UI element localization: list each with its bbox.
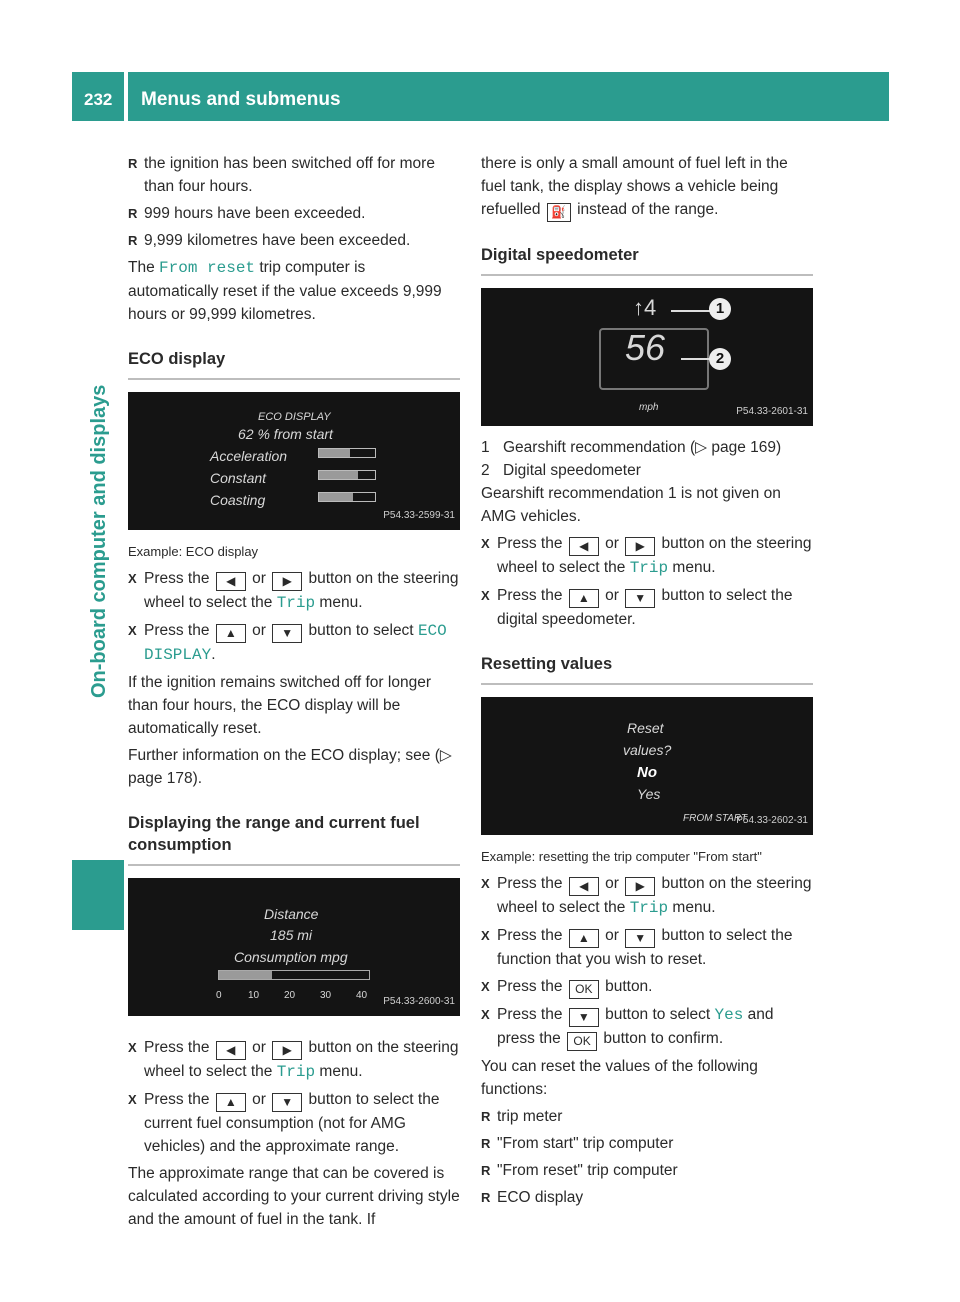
text: Press the bbox=[497, 978, 567, 995]
reset-heading: Resetting values bbox=[481, 653, 813, 685]
down-arrow-key-icon: ▼ bbox=[625, 589, 655, 608]
step bbox=[481, 584, 813, 631]
side-tab bbox=[72, 128, 124, 863]
text: Gearshift recommendation bbox=[481, 485, 668, 502]
text: menu. bbox=[668, 899, 716, 916]
list-item: R ECO display bbox=[481, 1186, 813, 1209]
eco-bar-fill bbox=[319, 493, 353, 501]
gear-indicator: ↑4 bbox=[633, 295, 657, 320]
text: or bbox=[247, 1091, 271, 1108]
callout-marker-2: 2 bbox=[709, 348, 731, 370]
down-arrow-key-icon: ▼ bbox=[569, 1008, 599, 1027]
eco-paragraph: If the ignition remains switched off for longer than four hours, the ECO display will be automatically reset. bbox=[128, 674, 431, 737]
text: Press the bbox=[144, 570, 214, 587]
text: menu. bbox=[668, 559, 716, 576]
text: or bbox=[600, 587, 624, 604]
text: button on the steering wheel to select the bbox=[497, 875, 812, 916]
down-arrow-key-icon: ▼ bbox=[272, 1093, 302, 1112]
side-tab-block bbox=[72, 860, 124, 930]
eco-row-label: Coasting bbox=[210, 492, 266, 508]
reset-label: Reset bbox=[627, 720, 664, 736]
callout-line bbox=[681, 358, 711, 360]
text: Press the bbox=[497, 535, 567, 552]
text: Press the bbox=[144, 1039, 214, 1056]
page-number: 232 bbox=[84, 90, 113, 109]
step bbox=[481, 872, 813, 920]
range-value: 185 mi bbox=[270, 927, 313, 943]
eco-bar bbox=[318, 470, 376, 480]
text: button to select the function that you wish to reset. bbox=[497, 927, 793, 968]
text: button on the steering wheel to select the bbox=[497, 535, 812, 576]
text: menu. bbox=[315, 594, 363, 611]
reset-paragraph bbox=[128, 256, 460, 326]
eco-display-image bbox=[128, 392, 460, 530]
step bbox=[128, 567, 460, 615]
range-label: Distance bbox=[264, 906, 319, 922]
reset-option-no: No bbox=[637, 764, 657, 781]
tick-label: 40 bbox=[356, 990, 368, 1001]
text: or bbox=[247, 622, 271, 639]
consumption-label: Consumption mpg bbox=[234, 949, 348, 965]
text: button to select bbox=[304, 622, 418, 639]
trip-term: Trip bbox=[629, 559, 669, 577]
up-arrow-key-icon: ▲ bbox=[216, 624, 246, 643]
trip-term: Trip bbox=[629, 899, 669, 917]
reset-label: values? bbox=[623, 742, 672, 758]
speed-value: 56 bbox=[625, 327, 666, 368]
ok-key-icon: OK bbox=[569, 980, 599, 999]
text: or bbox=[600, 927, 624, 944]
text: . bbox=[211, 646, 216, 663]
text: Press the bbox=[497, 1006, 567, 1023]
step bbox=[128, 1088, 460, 1158]
image-code: P54.33-2602-31 bbox=[736, 815, 808, 826]
down-arrow-key-icon: ▼ bbox=[625, 929, 655, 948]
text: The bbox=[128, 259, 160, 276]
fuel-pump-icon: ⛽ bbox=[547, 203, 571, 222]
text: and press the bbox=[497, 1006, 774, 1047]
reset-image bbox=[481, 697, 813, 835]
tick-label: 30 bbox=[320, 990, 332, 1001]
from-reset-term: From reset bbox=[159, 259, 256, 277]
callout-marker-1: 1 bbox=[709, 298, 731, 320]
text: instead of the range. bbox=[572, 201, 719, 218]
up-arrow-key-icon: ▲ bbox=[569, 589, 599, 608]
text: or bbox=[600, 535, 624, 552]
callout-line bbox=[671, 310, 711, 312]
range-image bbox=[128, 878, 460, 1016]
eco-row-label: Constant bbox=[210, 470, 267, 486]
left-arrow-key-icon: ◀ bbox=[216, 572, 246, 591]
eco-paragraph: Further information on the ECO display; see (▷ page 178). bbox=[128, 747, 452, 787]
list-item: R the ignition has been switched off for more than four hours. bbox=[128, 152, 460, 198]
marker-2-icon: 2 bbox=[481, 462, 490, 479]
side-tab-label: On-board computer and displays bbox=[88, 384, 110, 698]
step bbox=[481, 532, 813, 580]
eco-row-label: Acceleration bbox=[210, 448, 288, 464]
reset-paragraph: You can reset the values of the following functions: bbox=[481, 1058, 758, 1098]
step bbox=[128, 619, 460, 667]
right-arrow-key-icon: ▶ bbox=[625, 877, 655, 896]
text: button to select bbox=[600, 1006, 715, 1023]
up-arrow-key-icon: ▲ bbox=[569, 929, 599, 948]
text: button to select the digital speedometer. bbox=[497, 587, 793, 628]
down-arrow-key-icon: ▼ bbox=[272, 624, 302, 643]
text: Press the bbox=[497, 875, 567, 892]
reset-option-yes: Yes bbox=[637, 786, 661, 802]
text: Press the bbox=[144, 622, 214, 639]
text: Press the bbox=[497, 927, 567, 944]
eco-bar-fill bbox=[319, 449, 350, 457]
up-arrow-key-icon: ▲ bbox=[216, 1093, 246, 1112]
eco-bar-fill bbox=[319, 471, 358, 479]
text: there is only a small amount of fuel left in the fuel tank, the display shows a vehicle being refuelled bbox=[481, 155, 788, 218]
range-paragraph: The approximate range that can be covered is calculated according to your current driving style and the amount of fuel in the tank. If bbox=[128, 1165, 460, 1228]
text: or bbox=[247, 1039, 271, 1056]
left-arrow-key-icon: ◀ bbox=[569, 537, 599, 556]
step bbox=[481, 1003, 813, 1051]
text: is not given on AMG vehicles. bbox=[481, 485, 781, 525]
text: Digital speedometer bbox=[503, 462, 641, 479]
text: button on the steering wheel to select the bbox=[144, 1039, 459, 1080]
list-item: R 999 hours have been exceeded. bbox=[128, 202, 460, 225]
right-column bbox=[481, 152, 813, 1209]
image-code: P54.33-2600-31 bbox=[383, 996, 455, 1007]
text: button to confirm. bbox=[599, 1030, 724, 1047]
text: button. bbox=[600, 978, 653, 995]
list-item: R "From start" trip computer bbox=[481, 1132, 813, 1155]
tick-label: 0 bbox=[216, 990, 222, 1001]
text: button to select the current fuel consumption (not for AMG vehicles) and the approximate range. bbox=[144, 1091, 440, 1155]
text: or bbox=[600, 875, 624, 892]
eco-bar bbox=[318, 492, 376, 502]
page-title: Menus and submenus bbox=[141, 89, 341, 110]
eco-heading: ECO display bbox=[128, 348, 460, 380]
consumption-bar-fill bbox=[219, 971, 272, 979]
image-code: P54.33-2601-31 bbox=[736, 406, 808, 417]
speedo-note bbox=[481, 482, 813, 528]
reset-mode-label: FROM START bbox=[683, 813, 748, 824]
tick-label: 20 bbox=[284, 990, 296, 1001]
yes-term: Yes bbox=[714, 1006, 744, 1024]
image-code: P54.33-2599-31 bbox=[383, 510, 455, 521]
legend-item bbox=[481, 436, 813, 459]
page-number-box bbox=[72, 72, 124, 121]
step bbox=[128, 1036, 460, 1084]
list-item: R "From reset" trip computer bbox=[481, 1159, 813, 1182]
trip-term: Trip bbox=[276, 594, 316, 612]
range-heading: Displaying the range and current fuel consumption bbox=[128, 812, 460, 866]
tick-label: 10 bbox=[248, 990, 260, 1001]
eco-caption: Example: ECO display bbox=[128, 544, 259, 559]
list-item: R 9,999 kilometres have been exceeded. bbox=[128, 229, 460, 252]
text: Press the bbox=[497, 587, 567, 604]
left-arrow-key-icon: ◀ bbox=[216, 1041, 246, 1060]
eco-bar bbox=[318, 448, 376, 458]
ok-key-icon: OK bbox=[567, 1032, 597, 1051]
text: menu. bbox=[315, 1063, 363, 1080]
eco-display-term: ECO DISPLAY bbox=[144, 622, 447, 664]
speed-unit: mph bbox=[639, 402, 659, 413]
speedo-heading: Digital speedometer bbox=[481, 244, 813, 276]
marker-1-icon: 1 bbox=[481, 439, 490, 456]
text: button on the steering wheel to select the bbox=[144, 570, 459, 611]
left-arrow-key-icon: ◀ bbox=[569, 877, 599, 896]
marker-1-icon: 1 bbox=[667, 485, 677, 502]
text: Gearshift recommendation (▷ page 169) bbox=[503, 439, 782, 456]
text: or bbox=[247, 570, 271, 587]
speedometer-image bbox=[481, 288, 813, 426]
text: trip computer is automatically reset if the value exceeds 9,999 hours or 99,999 kilometres. bbox=[128, 259, 442, 323]
consumption-bar bbox=[218, 970, 370, 980]
text: Press the bbox=[144, 1091, 214, 1108]
legend-item bbox=[481, 459, 813, 482]
eco-subtitle: 62 % from start bbox=[238, 426, 333, 442]
header-bar bbox=[128, 72, 889, 121]
trip-term: Trip bbox=[276, 1063, 316, 1081]
right-arrow-key-icon: ▶ bbox=[272, 572, 302, 591]
step bbox=[481, 924, 813, 971]
continued-paragraph bbox=[481, 152, 813, 222]
right-arrow-key-icon: ▶ bbox=[272, 1041, 302, 1060]
step bbox=[481, 975, 813, 999]
left-column bbox=[128, 152, 460, 1231]
eco-title: ECO DISPLAY bbox=[258, 411, 331, 423]
right-arrow-key-icon: ▶ bbox=[625, 537, 655, 556]
reset-caption: Example: resetting the trip computer "From start" bbox=[481, 849, 762, 864]
list-item: R trip meter bbox=[481, 1105, 813, 1128]
